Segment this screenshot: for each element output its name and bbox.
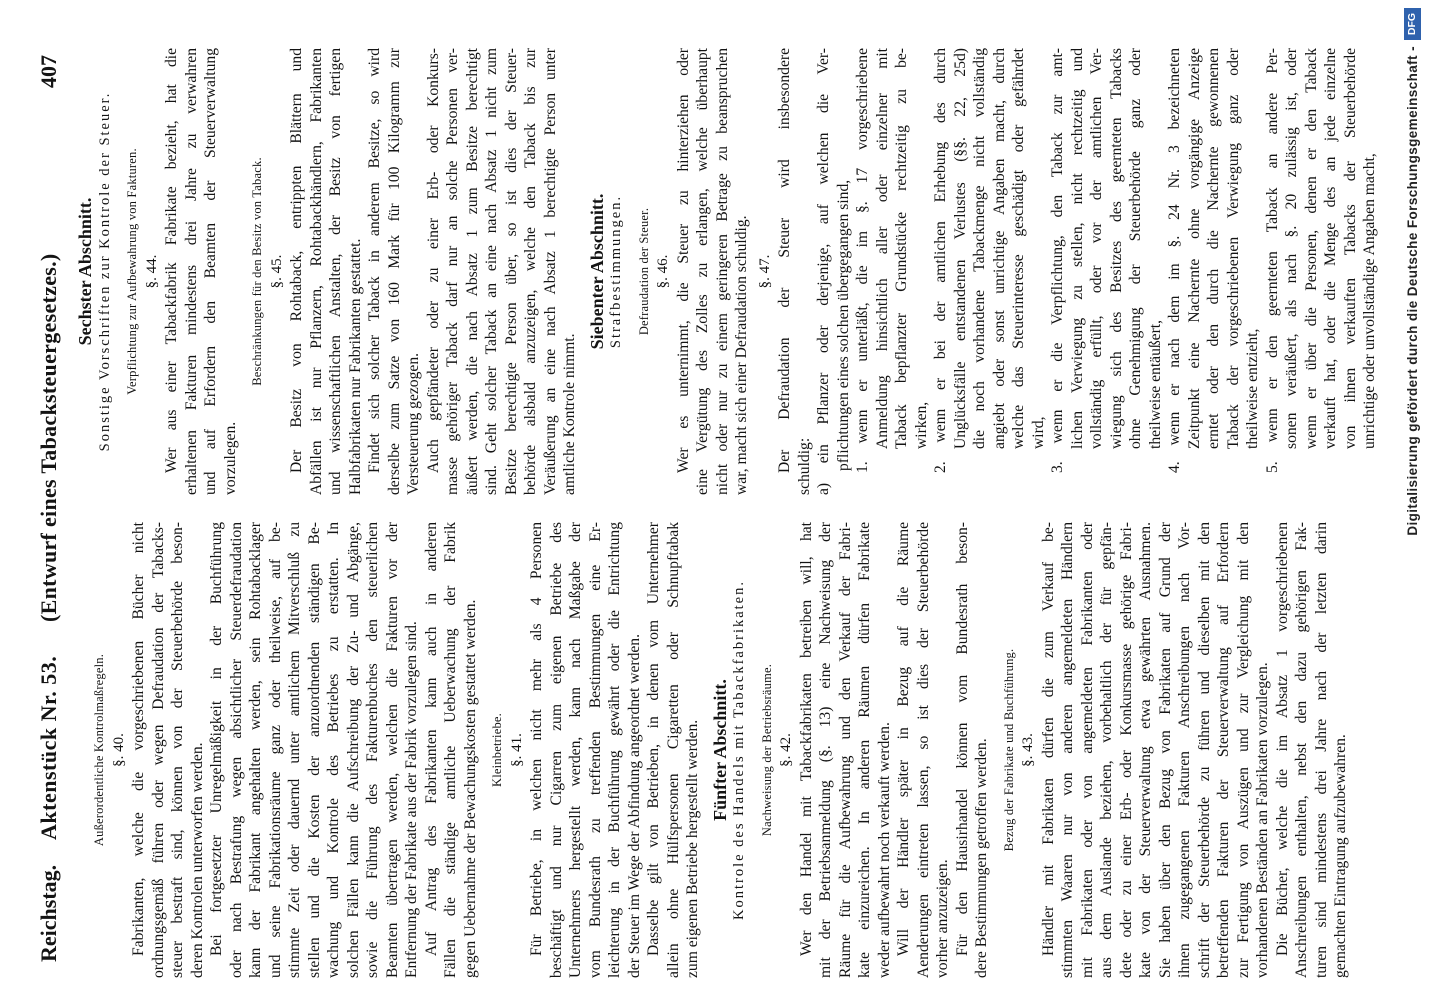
text-line: wirken, xyxy=(912,401,930,449)
text-line: Der Defraudation der Steuer wird insbesondere xyxy=(776,48,793,473)
text-line: gemachten Eintragung aufzubewahren. xyxy=(1332,734,1349,978)
text-column-right xyxy=(76,48,1380,495)
text-line: Anschreibungen enthalten, nebst den dazu gehörigen Fak- xyxy=(1293,522,1310,978)
paragraph xyxy=(797,522,895,978)
section-caption: Nachweisung der Betriebsräume. xyxy=(759,663,774,837)
text-line: theilweise entzieht, xyxy=(1244,328,1261,449)
text-line: aus dem Auslande beziehen, vorbehaltlich der für gepfän- xyxy=(1098,522,1115,978)
list-item xyxy=(1165,48,1263,495)
text-line: Zeitpunkt eine Nachernte ohne vorgängige Anzeige xyxy=(1185,48,1203,449)
text-line: Unternehmers hergestellt werden, kann nach Maßgabe der xyxy=(567,522,584,978)
text-line: wird, xyxy=(1029,416,1047,449)
text-line: war, macht sich einer Defraudation schuldig. xyxy=(733,215,750,495)
text-line: Taback der vorgeschriebenen Verwiegung ganz oder xyxy=(1224,48,1242,449)
section-caption: Außerordentliche Kontrolmaßregeln. xyxy=(92,653,106,847)
text-line: 5. wenn er den geernteten Taback an andere Per- xyxy=(1263,48,1281,473)
text-line: 3. wenn er die Verpflichtung, den Taback zur amt- xyxy=(1049,48,1066,473)
text-line: weder aufbewahrt noch verkauft werden. xyxy=(875,722,893,978)
text-line: unrichtige oder unvollständige Angaben macht, xyxy=(1361,153,1378,449)
text-line: vorzulegen. xyxy=(221,421,239,495)
part-title: Kontrole des Handels mit Tabackfabrikaten. xyxy=(731,580,747,921)
text-line: Auf Antrag des Fabrikanten kann auch in anderen xyxy=(422,522,440,956)
text-line: eine Vergütung des Zolles zu erlangen, welche überhaupt xyxy=(694,48,711,495)
text-line: dete oder zu einer Erb- oder Konkursmasse gehörige Fabri- xyxy=(1117,522,1135,978)
text-line: Der Besitz von Rohtaback, entrippten Blättern und xyxy=(288,48,305,473)
text-line: Taback bepflanzter Grundstücke rechtzeitig zu be- xyxy=(893,48,910,449)
paragraph-number: §. 46. xyxy=(655,254,671,289)
paragraph xyxy=(953,522,992,978)
text-line: kate von der Steuerverwaltung etwa gewährten Ausnahmen. xyxy=(1137,522,1154,978)
text-line: erntet oder den durch die Nachernte gewonnenen xyxy=(1205,48,1222,449)
part-title: Strafbestimmungen. xyxy=(608,194,624,349)
text-line: solchen Fällen kann die Aufschreibung der Zu- und Abgänge, xyxy=(344,522,362,978)
text-line: Die Bücher, welche die im Absatz 1 vorgeschriebenen xyxy=(1273,522,1291,956)
paragraph-number: §. 40. xyxy=(110,733,127,767)
text-line: wachung und Kontrole des Betriebes zu erstatten. In xyxy=(325,522,342,978)
text-line: steuer bestraft sind, können von der Steuerbehörde beson- xyxy=(169,522,186,978)
text-line: ordnungsgemäß führen oder wegen Defraudation der Tabacks- xyxy=(149,522,167,978)
text-line: wiegung sich des Besitzes des geernteten Tabacks xyxy=(1107,48,1125,449)
text-line: Unglücksfälle entstandenen Verlustes (§§. 22, 25d) xyxy=(951,48,969,449)
text-line: welche das Steuerinteresse geschädigt oder gefährdet xyxy=(1010,48,1027,449)
text-line: gegen Uebernahme der Bewachungskosten gestattet werden. xyxy=(461,599,479,978)
section-caption: Defraudation der Steuer. xyxy=(636,207,651,336)
section-caption: Bezug der Fabrikate und Buchführung. xyxy=(1001,648,1016,852)
paragraph-number: §. 41. xyxy=(508,733,525,767)
section-caption: Beschränkungen für den Besitz von Taback. xyxy=(250,157,264,386)
text-line: angiebt oder sonst unrichtige Angaben macht, durch xyxy=(990,48,1008,449)
text-line: der Steuer im Wege der Abfindung angeordnet werden. xyxy=(625,633,643,978)
text-line: stimmte Zeit oder dauernd unter amtlichem Mitverschluß zu xyxy=(286,522,303,978)
text-line: vorher anzuzeigen. xyxy=(934,859,951,978)
text-line: Wer den Handel mit Tabackfabrikaten betreiben will, hat xyxy=(797,522,815,956)
text-line: Entfernung der Fabrikate aus der Fabrik vorzulegen sind. xyxy=(403,621,420,978)
text-line: Versteuerung gezogen. xyxy=(405,352,422,495)
text-line: Findet sich solcher Taback in anderem Besitze, so wird xyxy=(366,48,383,473)
text-line: Will der Händler später in Bezug auf die Räume xyxy=(895,522,912,956)
header-document-number: Aktenstück Nr. 53. xyxy=(36,655,61,840)
text-line: vollständig erfüllt, oder vor der amtlichen Ver- xyxy=(1088,48,1105,449)
paragraph xyxy=(527,522,644,978)
section-caption: Kleinbetriebe. xyxy=(490,713,504,787)
text-line: Räume für die Aufbewahrung und den Verkauf der Fabri- xyxy=(836,522,854,978)
text-line: dere Bestimmungen getroffen werden. xyxy=(973,738,990,978)
text-line: Besitze berechtigte Person über, so ist dies der Steuer- xyxy=(502,48,520,495)
part-heading: Sechster Abschnitt. xyxy=(75,197,95,346)
paragraph xyxy=(644,522,703,978)
paragraph xyxy=(422,522,481,978)
paragraph xyxy=(129,522,207,978)
text-line: Fabrikanten, welche die vorgeschriebenen Bücher nicht xyxy=(130,522,147,956)
part-title: Sonstige Vorschriften zur Kontrole der Steuer. xyxy=(96,91,113,452)
text-line: schrift der Steuerbehörde zu führen und dieselben mit den xyxy=(1195,522,1213,978)
text-line: und auf Erfordern den Beamten der Steuerverwaltung xyxy=(202,48,219,495)
text-line: vorhandenen Beständen an Fabrikaten vorzulegen. xyxy=(1254,662,1271,978)
text-line: Auch gepfändeter oder zu einer Erb- oder Konkurs- xyxy=(424,48,442,473)
list-item xyxy=(1048,48,1165,495)
text-line: deren Kontrolen unterworfen werden. xyxy=(188,742,206,978)
text-line: allein ohne Hülfspersonen Cigaretten oder Schnupftabak xyxy=(664,522,682,978)
text-line: mit der Betriebsanmeldung (§. 13) eine Nachweisung der xyxy=(817,522,834,978)
list-item xyxy=(853,48,931,495)
paragraph-number: §. 43. xyxy=(1020,733,1036,767)
header-document-title: (Entwurf eines Tabacksteuergesetzes.) xyxy=(36,253,61,622)
text-line: zur Fertigung von Auszügen und zur Vergleichung mit den xyxy=(1234,522,1252,978)
text-line: Für Betriebe, in welchen nicht mehr als 4 Personen xyxy=(528,522,545,956)
list-item xyxy=(1263,48,1380,495)
text-line: und seine Fabrikationsräume ganz oder theilweise, auf be- xyxy=(266,522,284,978)
paragraph-number: §. 44. xyxy=(143,254,160,289)
text-line: beschäftigt und nur Cigarren zum eigenen Betriebe des xyxy=(547,522,565,978)
text-line: oder nach Bestrafung wegen absichtlicher Steuerdefraudation xyxy=(227,522,245,978)
paragraph-number: §. 47. xyxy=(756,254,773,289)
text-line: amtliche Kontrole nimmt. xyxy=(561,333,578,495)
text-line: lichen Verwiegung zu stellen, nicht rechtzeitig und xyxy=(1068,48,1086,449)
list-item xyxy=(931,48,1048,495)
text-line: erhaltenen Fakturen mindestens drei Jahre zu verwahren xyxy=(182,48,200,495)
section-caption: Verpflichtung zur Aufbewahrung von Fakturen. xyxy=(125,148,139,395)
text-line: Wer aus einer Tabackfabrik Fabrikate bezieht, hat die xyxy=(163,48,180,473)
text-line: stellen und die Kosten der anzuordnenden ständigen Be- xyxy=(305,522,323,978)
text-line: schuldig: xyxy=(795,437,813,495)
text-line: ihnen zugegangenen Fakturen Anschreibungen nach Vor- xyxy=(1176,522,1193,978)
paragraph xyxy=(424,48,580,495)
text-line: Veräußerung an eine nach Absatz 1 berechtigte Person unter xyxy=(541,48,559,495)
text-line: von ihnen verkauften Tabacks der Steuerbehörde xyxy=(1341,48,1359,449)
text-line: zum eigenen Betriebe hergestellt werden. xyxy=(684,719,701,978)
text-line: sind. Geht solcher Taback an eine nach Absatz 1 nicht zum xyxy=(483,48,500,495)
text-line: äußert werden, die nach Absatz 1 zum Besitze berechtigt xyxy=(463,48,481,495)
text-line: Für den Hausirhandel können vom Bundesrath beson- xyxy=(953,522,971,956)
part-heading: Fünfter Abschnitt. xyxy=(709,679,730,821)
credit-text: Digitalisierung gefördert durch die Deutsche Forschungsgemeinschaft - xyxy=(1404,46,1420,536)
text-line: Sie haben über den Bezug von Fabrikaten auf Grund der xyxy=(1156,522,1174,978)
running-header xyxy=(34,0,64,1000)
paragraph xyxy=(287,48,365,495)
text-line: turen sind mindestens drei Jahre nach der letzten darin xyxy=(1312,522,1330,978)
digitization-credit xyxy=(1402,8,1422,620)
text-line: leichterung in der Buchführung gewährt oder die Entrichtung xyxy=(606,522,623,978)
text-line: Aenderungen eintreten lassen, so ist dies der Steuerbehörde xyxy=(914,522,932,978)
text-line: 2. wenn er bei der amtlichen Erhebung des durch xyxy=(932,48,949,473)
paragraph-number: §. 42. xyxy=(778,733,794,767)
paragraph xyxy=(775,48,814,495)
text-line: sowie die Führung des Fakturenbuches den steuerlichen xyxy=(364,522,381,978)
text-line: vom Bundesrath zu treffenden Bestimmungen eine Er- xyxy=(586,522,604,978)
paragraph xyxy=(674,48,752,495)
text-line: sonen veräußert, als nach §. 20 zulässig ist, oder xyxy=(1283,48,1300,449)
paragraph xyxy=(1039,522,1273,978)
text-line: behörde alsbald anzuzeigen, welche den Taback bis zur xyxy=(522,48,539,495)
text-line: pflichtungen eines solchen übergegangen sind, xyxy=(834,179,852,471)
text-line: und wissenschaftlichen Anstalten, der Besitz von fertigen xyxy=(327,48,344,495)
text-line: Händler mit Fabrikaten dürfen die zum Verkauf be- xyxy=(1039,522,1057,956)
text-line: kate einzureichen. In anderen Räumen dürfen Fabrikate xyxy=(856,522,873,978)
text-line: wenn er über die Personen, denen er den Taback xyxy=(1302,48,1320,449)
paragraph xyxy=(207,522,422,978)
page-number: 407 xyxy=(36,55,61,88)
text-line: nicht oder nur zu einem geringeren Betrage zu beanspruchen xyxy=(713,48,731,495)
text-line: theilweise entäußert, xyxy=(1146,319,1164,449)
text-column-left xyxy=(90,522,1351,978)
paragraph xyxy=(162,48,240,495)
header-publisher: Reichstag. xyxy=(36,864,61,962)
text-line: derselbe zum Satze von 160 Mark für 100 Kilogramm zur xyxy=(385,48,403,495)
text-line: betreffenden Fakturen der Steuerverwaltung auf Erfordern xyxy=(1215,522,1232,978)
part-heading: Siebenter Abschnitt. xyxy=(586,193,607,350)
text-line: Halbfabrikaten nur Fabrikanten gestattet. xyxy=(346,238,364,495)
text-line: a) ein Pflanzer oder derjenige, auf welchen die Ver- xyxy=(815,48,832,495)
text-line: 4. wenn er nach dem im §. 24 Nr. 3 bezeichneten xyxy=(1166,48,1183,473)
text-line: verkauft hat, oder die Menge des an jede einzelne xyxy=(1322,48,1339,449)
text-line: 1. wenn er unterläßt, die im §. 17 vorgeschriebene xyxy=(854,48,871,473)
text-line: ohne Genehmigung der Steuerbehörde ganz oder xyxy=(1127,48,1144,449)
text-line: kann der Fabrikant angehalten werden, sein Rohtabacklager xyxy=(247,522,264,978)
text-line: Abfällen ist nur Pflanzern, Rohtabackhändlern, Fabrikanten xyxy=(307,48,325,495)
paragraph-number: §. 45. xyxy=(268,254,285,289)
list-lead xyxy=(814,48,853,495)
text-line: Bei fortgesetzter Unregelmäßigkeit in der Buchführung xyxy=(208,522,225,956)
text-line: masse gehöriger Taback darf nur an solche Personen ver- xyxy=(444,48,461,495)
text-line: Dasselbe gilt von Betrieben, in denen vom Unternehmer xyxy=(645,522,662,956)
paragraph xyxy=(1273,522,1351,978)
text-line: die noch vorhandene Tabackmenge nicht vollständig xyxy=(971,48,988,449)
text-line: stimmten Waaren nur von anderen angemeldeten Händlern xyxy=(1059,522,1076,978)
text-line: mit Fabrikaten oder von angemeldeten Fabrikanten oder xyxy=(1078,522,1096,978)
dfg-logo-icon: DFG xyxy=(1404,8,1421,40)
text-line: Anmeldung hinsichtlich aller oder einzelner mit xyxy=(873,48,891,449)
paragraph xyxy=(894,522,953,978)
text-line: Wer es unternimmt, die Steuer zu hinterziehen oder xyxy=(674,48,692,473)
paragraph xyxy=(365,48,424,495)
text-line: Fällen die ständige amtliche Ueberwachung der Fabrik xyxy=(442,522,459,978)
text-line: Beamten übertragen werden, welchen die Fakturen vor der xyxy=(383,522,401,978)
